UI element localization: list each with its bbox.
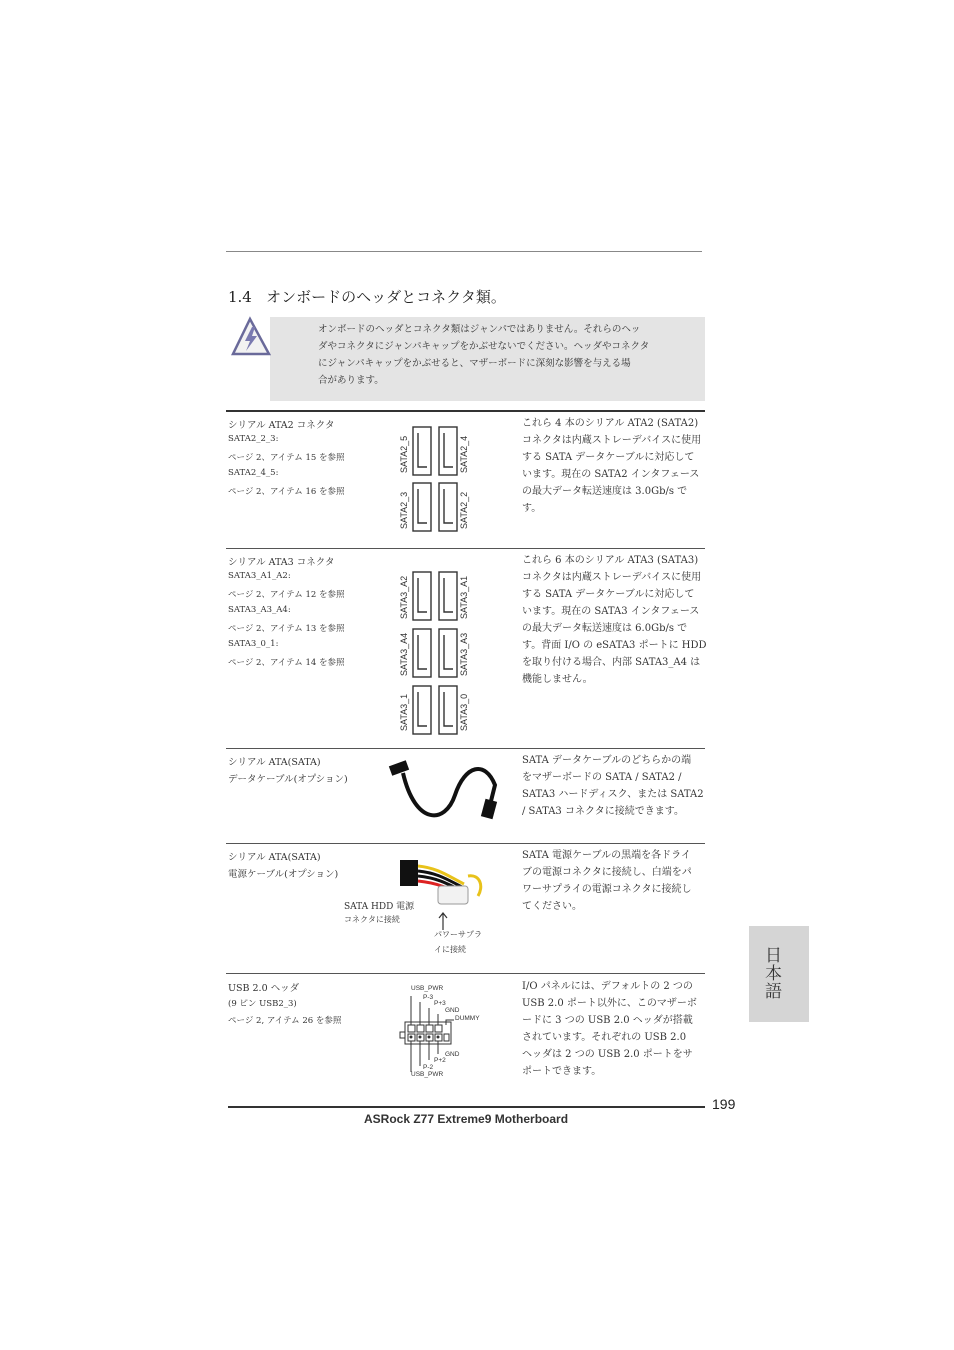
sata3-title: シリアル ATA3 コネクタ [228, 557, 335, 568]
desc-line: ードに 3 つの USB 2.0 ヘッダが搭載 [522, 1015, 693, 1026]
usb-item: (9 ピン USB2_3) [228, 999, 297, 1009]
desc-line: 機能しません。 [522, 674, 593, 685]
data-cable-description [522, 752, 708, 820]
sata2-item: SATA2_2_3: [228, 434, 279, 444]
data-cable-title: シリアル ATA(SATA) [228, 757, 321, 768]
usb-description [522, 978, 708, 1080]
power-cable-subtitle: 電源ケーブル(オプション) [228, 869, 339, 880]
sata2-description [522, 415, 708, 517]
sata3-item: SATA3_A1_A2: [228, 571, 291, 581]
desc-line: ヘッダは 2 つの USB 2.0 ポートをサ [522, 1049, 693, 1060]
desc-line: の最大データ転送速度は 3.0Gb/s で [522, 486, 688, 497]
desc-line: I/O パネルには、デフォルトの 2 つの [522, 981, 693, 992]
sata2-item: SATA2_4_5: [228, 468, 279, 478]
warning-line: 合があります。 [318, 375, 384, 386]
usb-pin-label: GND [445, 1051, 460, 1058]
usb-pin-label: P+2 [434, 1057, 446, 1064]
sata-data-cable-image [385, 755, 510, 825]
sata-port-label: SATA3_A4 [399, 632, 409, 676]
section-number: 1.4 [228, 288, 252, 306]
callout-hdd: コネクタに接続 [344, 915, 400, 924]
warning-line: にジャンパキャップをかぶせると、マザーボードに深刻な影響を与える場 [318, 358, 631, 369]
desc-line: ワーサプライの電源コネクタに接続し [522, 884, 692, 895]
desc-line: これら 6 本のシリアル ATA3 (SATA3) [522, 555, 699, 566]
page-number: 199 [712, 1096, 736, 1112]
desc-line: する SATA データケーブルに対応して [522, 589, 695, 600]
sata-port-label: SATA3_0 [459, 693, 469, 731]
desc-line: ポートできます。 [522, 1066, 602, 1077]
power-cable-description [522, 847, 708, 915]
sata-port-label: SATA3_A3 [459, 632, 469, 676]
desc-line: てください。 [522, 901, 582, 912]
callout-psu: パワーサプラ [434, 930, 482, 939]
desc-line: SATA 電源ケーブルの黒端を各ドライ [522, 850, 691, 861]
usb-pin-label: P-3 [423, 994, 434, 1001]
data-cable-subtitle: データケーブル(オプション) [228, 774, 348, 785]
usb-pin-label: DUMMY [455, 1015, 480, 1022]
usb-pin-label: GND [445, 1007, 460, 1014]
sata3-item: ページ 2、アイテム 14 を参照 [228, 658, 345, 668]
desc-line: する SATA データケーブルに対応して [522, 452, 695, 463]
usb-pin-label: USB_PWR [411, 985, 444, 992]
usb-pin-label: P+3 [434, 1000, 446, 1007]
desc-line: SATA データケーブルのどちらかの端 [522, 755, 692, 766]
sata2-item: ページ 2、アイテム 16 を参照 [228, 487, 345, 497]
footer-text: ASRock Z77 Extreme9 Motherboard [364, 1112, 569, 1126]
sata-port-label: SATA2_4 [459, 435, 469, 473]
sata2-title: シリアル ATA2 コネクタ [228, 420, 335, 431]
top-rule [226, 251, 702, 252]
desc-line: す。背面 I/O の eSATA3 ポートに HDD [522, 640, 707, 651]
desc-line: す。 [522, 503, 542, 514]
sata3-connector-diagram [408, 570, 464, 740]
usb-pin-label: USB_PWR [411, 1071, 444, 1078]
sata-port-label: SATA3_A2 [399, 575, 409, 619]
power-cable-title: シリアル ATA(SATA) [228, 852, 321, 863]
sata3-item: SATA3_0_1: [228, 639, 279, 649]
sata-port-label: SATA3_1 [399, 693, 409, 731]
language-tab [749, 926, 809, 1022]
desc-line: をマザーボードの SATA / SATA2 / [522, 772, 682, 783]
row-divider [226, 973, 705, 974]
desc-line: コネクタは内蔵ストレーデバイスに使用 [522, 572, 702, 583]
desc-line: されています。それぞれの USB 2.0 [522, 1032, 687, 1043]
section-heading: オンボードのヘッダとコネクタ類。 [266, 288, 506, 306]
sata-port-label: SATA3_A1 [459, 575, 469, 619]
desc-line: を取り付ける場合、内部 SATA3_A4 は [522, 657, 701, 668]
section-title [228, 286, 506, 307]
warning-line: オンボードのヘッダとコネクタ類はジャンパではありません。それらのヘッ [318, 324, 641, 335]
sata3-description [522, 552, 708, 688]
row-divider [226, 548, 705, 549]
usb-title: USB 2.0 ヘッダ [228, 983, 300, 994]
sata2-connector-diagram [408, 425, 464, 533]
language-tab-label: 日本語 [761, 946, 781, 1000]
desc-line: ブの電源コネクタに接続し、白端をパ [522, 867, 692, 878]
warning-icon [230, 316, 272, 358]
desc-line: います。現在の SATA2 インタフェース [522, 469, 700, 480]
desc-line: の最大データ転送速度は 6.0Gb/s で [522, 623, 688, 634]
warning-line: ダやコネクタにジャンパキャップをかぶせないでください。ヘッダやコネクタ [318, 341, 650, 352]
row-divider [226, 843, 705, 844]
warning-note [270, 317, 705, 401]
sata-port-label: SATA2_3 [399, 491, 409, 529]
desc-line: コネクタは内蔵ストレーデバイスに使用 [522, 435, 702, 446]
footer-rule [228, 1106, 705, 1108]
sata3-item: SATA3_A3_A4: [228, 605, 291, 615]
sata-port-label: SATA2_5 [399, 435, 409, 473]
usb-item: ページ 2, アイテム 26 を参照 [228, 1016, 342, 1026]
desc-line: / SATA3 コネクタに接続できます。 [522, 806, 684, 817]
desc-line: SATA3 ハードディスク、または SATA2 [522, 789, 704, 800]
desc-line: USB 2.0 ポート以外に、このマザーボ [522, 998, 697, 1009]
row-divider [226, 410, 705, 412]
callout-psu: イに接続 [434, 945, 466, 954]
desc-line: これら 4 本のシリアル ATA2 (SATA2) [522, 418, 699, 429]
sata-port-label: SATA2_2 [459, 491, 469, 529]
desc-line: います。現在の SATA3 インタフェース [522, 606, 700, 617]
sata3-item: ページ 2、アイテム 12 を参照 [228, 590, 345, 600]
sata2-item: ページ 2、アイテム 15 を参照 [228, 453, 345, 463]
usb-pin-label: P-2 [423, 1064, 434, 1071]
sata3-item: ページ 2、アイテム 13 を参照 [228, 624, 345, 634]
callout-hdd: SATA HDD 電源 [344, 902, 415, 912]
usb-header-pin-diagram [398, 990, 458, 1072]
row-divider [226, 748, 705, 749]
